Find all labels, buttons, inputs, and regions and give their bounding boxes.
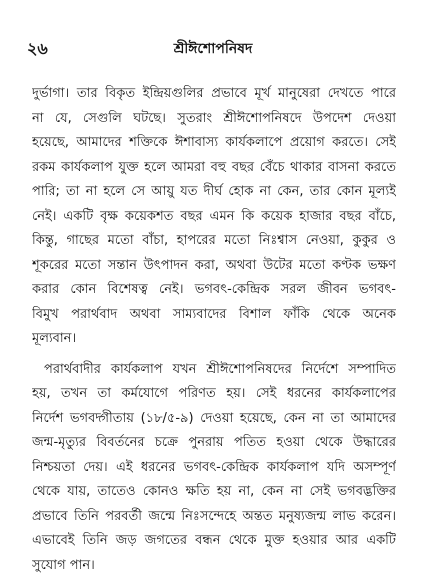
paragraph [32, 82, 396, 352]
text-line: হয়েছে, আমাদের শক্তিকে ঈশাবাস্য কার্যকলাপে প্রয়োগ করতে। সেই [32, 131, 396, 156]
text-line: শূকরের মতো সন্তান উৎপাদন করা, অথবা উটের মতো কণ্টক ভক্ষণ [32, 254, 396, 279]
text-line: সুযোগ পান। [32, 554, 396, 578]
text-line: করার কোন বিশেষত্ব নেই। ভগবৎ-কেন্দ্রিক সরল জীবন ভগবৎ- [32, 278, 396, 303]
text-line: নির্দেশ ভগবদ্গীতায় (১৮/৫-৯) দেওয়া হয়েছে, কেন না তা আমাদের [32, 407, 396, 432]
text-line: এভাবেই তিনি জড় জগতের বন্ধন থেকে মুক্ত হওয়ার আর একটি [32, 529, 396, 554]
text-line: মূল্যবান। [32, 327, 396, 352]
running-title: শ্রীঈশোপনিষদ [27, 38, 399, 60]
text-line: প্রভাবে তিনি পরবর্তী জন্মে নিঃসন্দেহে অন্তত মনুষ্যজন্ম লাভ করেন। [32, 505, 396, 530]
text-line: জন্ম-মৃত্যুর বিবর্তনের চক্রে পুনরায় পতিত হওয়া থেকে উদ্ধারের [32, 431, 396, 456]
text-line: কিন্তু, গাছের মতো বাঁচা, হাপরের মতো নিঃশ্বাস নেওয়া, কুকুর ও [32, 229, 396, 254]
text-line: নেই। একটি বৃক্ষ কয়েকশত বছর এমন কি কয়েক হাজার বছর বাঁচে, [32, 205, 396, 230]
text-line: দুর্ভাগা। তার বিকৃত ইন্দ্রিয়গুলির প্রভাবে মূর্খ মানুষেরা দেখতে পারে [32, 82, 396, 107]
text-line: হয়, তখন তা কর্মযোগে পরিণত হয়। সেই ধরনের কার্যকলাপের [32, 382, 396, 407]
text-line: থেকে যায়, তাতেও কোনও ক্ষতি হয় না, কেন না সেই ভগবদ্ভক্তির [32, 480, 396, 505]
page-header [27, 38, 399, 60]
body-text [32, 82, 396, 578]
text-line: না যে, সেগুলি ঘটছে। সুতরাং শ্রীঈশোপনিষদে উপদেশ দেওয়া [32, 107, 396, 132]
text-line: নিশ্চয়তা দেয়। এই ধরনের ভগবৎ-কেন্দ্রিক কার্যকলাপ যদি অসম্পূর্ণ [32, 456, 396, 481]
page-number: ২৬ [27, 38, 48, 60]
text-line: পরার্থবাদীর কার্যকলাপ যখন শ্রীঈশোপনিষদের নির্দেশে সম্পাদিত [32, 358, 396, 383]
text-line: বিমুখ পরার্থবাদ অথবা সাম্যবাদের বিশাল ফাঁকি থেকে অনেক [32, 303, 396, 328]
text-line: পারি; তা না হলে সে আয়ু যত দীর্ঘ হোক না কেন, তার কোন মূল্যই [32, 180, 396, 205]
paragraph [32, 358, 396, 578]
text-line: রকম কার্যকলাপ যুক্ত হলে আমরা বহু বছর বেঁচে থাকার বাসনা করতে [32, 156, 396, 181]
